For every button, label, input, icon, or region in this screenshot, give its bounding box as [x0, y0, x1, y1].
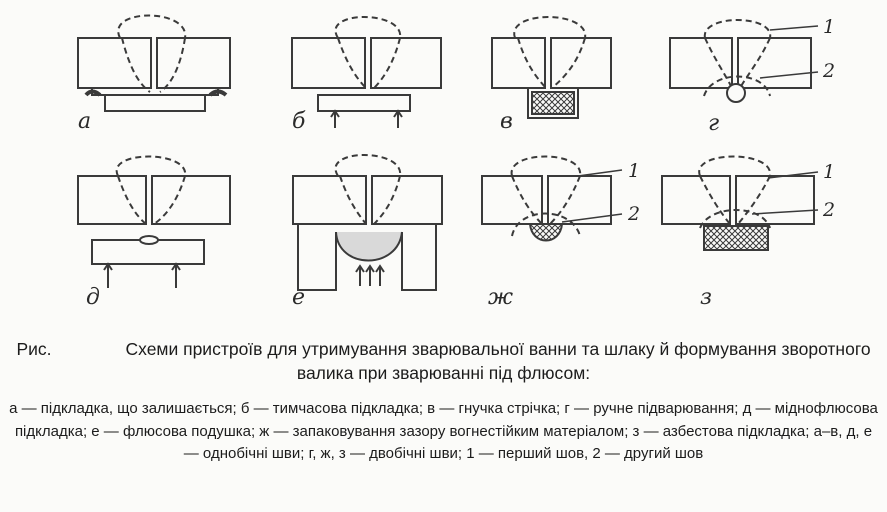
panel-label-a: а	[78, 109, 92, 134]
panel-v-drawing	[492, 17, 611, 118]
figure-caption-prefix: Рис.	[16, 339, 52, 359]
panel-label-zh: ж	[488, 285, 514, 310]
callout-1-z: 1	[823, 161, 836, 183]
figure-caption-text: Схеми пристроїв для утримування зварювальної ванни та шлаку й формування зворотного валика при зварюванні під флюсом:	[125, 339, 871, 383]
panel-b-drawing	[292, 17, 441, 128]
callout-1-g: 1	[823, 16, 836, 38]
panel-label-z: з	[700, 285, 712, 310]
panel-zh-drawing	[482, 157, 622, 241]
panel-a-drawing	[78, 16, 230, 112]
panel-z-drawing	[662, 157, 818, 251]
panel-label-e: е	[292, 285, 306, 310]
panel-label-d: д	[86, 285, 100, 310]
callout-2-z: 2	[823, 199, 836, 221]
panel-e-drawing	[293, 155, 442, 290]
callout-1-zh: 1	[628, 160, 641, 182]
panel-label-v: в	[500, 109, 513, 134]
panel-label-b: б	[292, 109, 306, 134]
figure-caption-title	[0, 337, 887, 385]
panel-g-drawing	[670, 20, 818, 102]
callout-2-g: 2	[823, 60, 836, 82]
callout-2-zh: 2	[628, 203, 641, 225]
panel-label-g: г	[708, 111, 720, 136]
figure-legend: а — підкладка, що залишається; б — тимчасова підкладка; в — гнучка стрічка; г — ручне підварювання; д — міднофлюсова підкладка; е — флюсова подушка; ж — запаковування зазору вогнестійким матеріалом; з — азбестова підкладка; а–в, д, е — однобічні шви; г, ж, з — двобічні шви; 1 — перший шов, 2 — другий шов	[9, 400, 878, 462]
panel-d-drawing	[78, 157, 230, 289]
